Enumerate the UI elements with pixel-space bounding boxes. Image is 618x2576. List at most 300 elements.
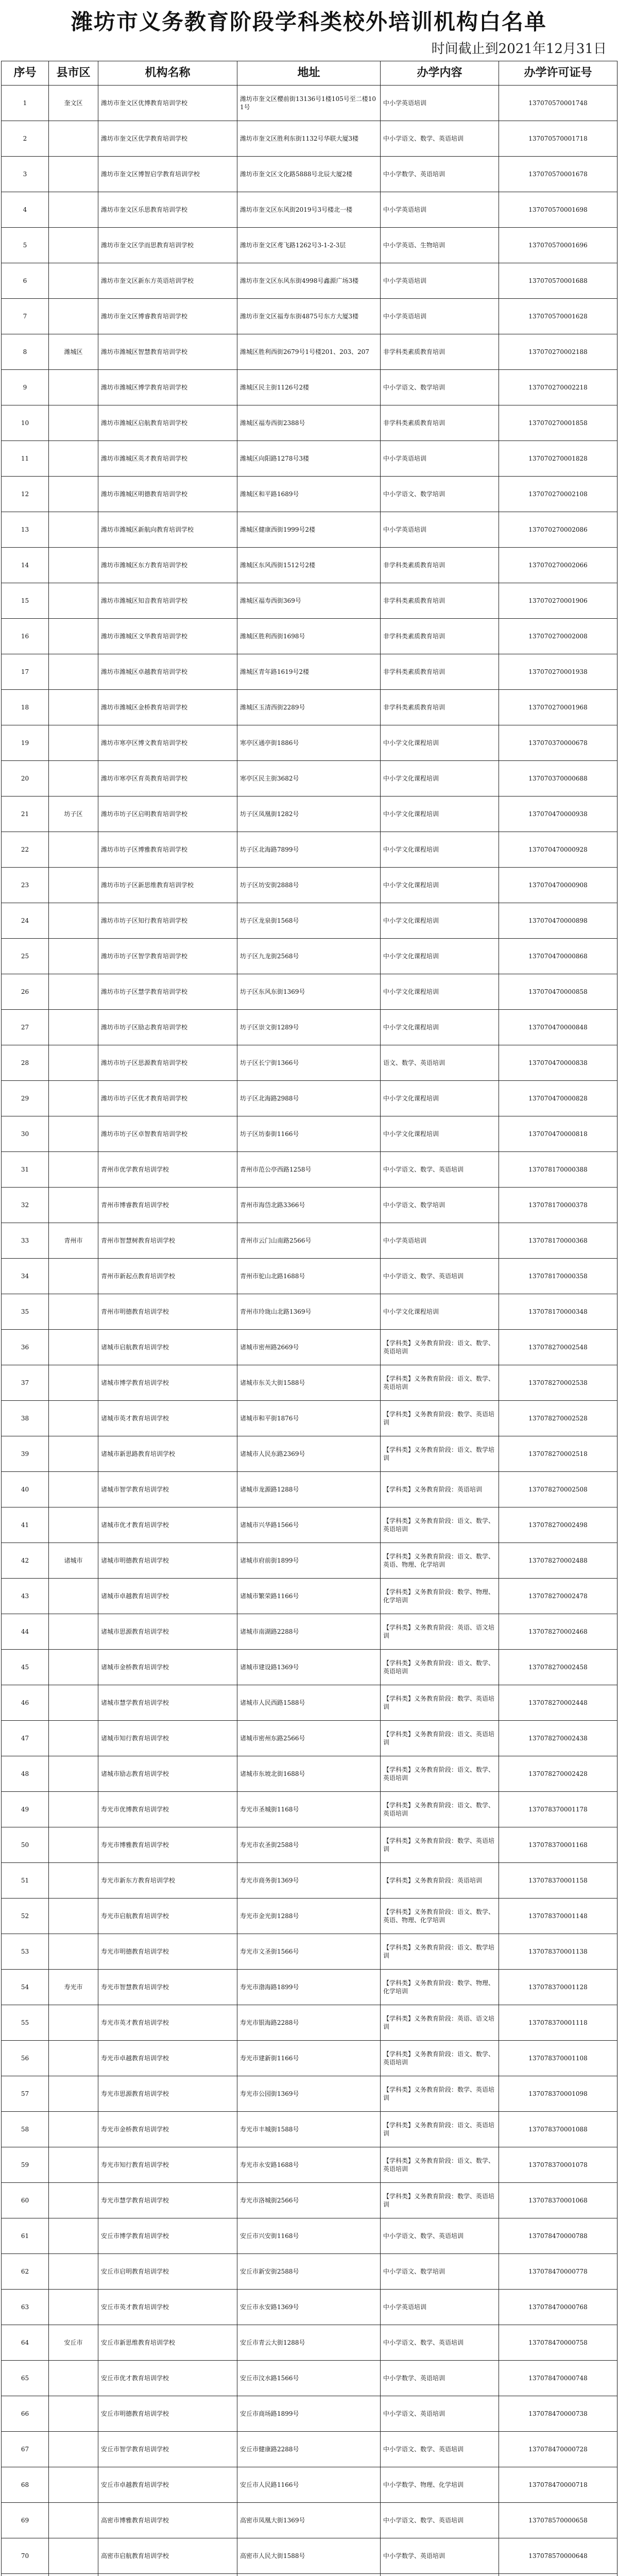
license-number: 137078170000388 xyxy=(499,1152,617,1188)
county-cell xyxy=(49,1685,98,1721)
address-cell: 安丘市健康路2288号 xyxy=(237,2432,381,2467)
table-row xyxy=(2,2147,617,2183)
county-cell xyxy=(49,1507,98,1543)
license-number: 137078370001108 xyxy=(499,2041,617,2076)
county-cell xyxy=(49,903,98,939)
institution-name: 潍坊市坊子区智学教育培训学校 xyxy=(98,939,237,974)
license-number: 137070270001938 xyxy=(499,654,617,690)
table-row xyxy=(2,2574,617,2576)
county-cell: 安丘市 xyxy=(49,2325,98,2361)
row-number: 53 xyxy=(2,1934,49,1970)
institution-name: 潍坊市坊子区知行教育培训学校 xyxy=(98,903,237,939)
row-number: 7 xyxy=(2,299,49,334)
row-number: 4 xyxy=(2,192,49,228)
table-row xyxy=(2,1792,617,1827)
course-content: 【学科类】义务教育阶段：数学、物理、化学培训 xyxy=(381,1579,499,1614)
row-number: 45 xyxy=(2,1650,49,1685)
course-content: 【学科类】义务教育阶段：英语、语文培训 xyxy=(381,2005,499,2041)
county-cell xyxy=(49,2005,98,2041)
table-row xyxy=(2,2005,617,2041)
row-number: 38 xyxy=(2,1401,49,1436)
county-cell: 青州市 xyxy=(49,1223,98,1259)
course-content: 【学科类】义务教育阶段：数学、英语培训 xyxy=(381,1685,499,1721)
address-cell: 潍城区福寿西街2388号 xyxy=(237,405,381,441)
row-number: 59 xyxy=(2,2147,49,2183)
license-number: 137078270002538 xyxy=(499,1365,617,1401)
table-row xyxy=(2,1365,617,1401)
address-cell: 安丘市商场路1899号 xyxy=(237,2396,381,2432)
course-content: 中小学数学、英语培训 xyxy=(381,2361,499,2396)
address-cell: 诸城市密州东路2566号 xyxy=(237,1721,381,1756)
institution-name: 青州市新起点教育培训学校 xyxy=(98,1259,237,1294)
county-cell xyxy=(49,2396,98,2432)
table-row xyxy=(2,1863,617,1899)
institution-name: 安丘市优才教育培训学校 xyxy=(98,2361,237,2396)
row-number: 16 xyxy=(2,619,49,654)
address-cell: 坊子区长宁街1366号 xyxy=(237,1045,381,1081)
license-number: 137070370000688 xyxy=(499,761,617,796)
license-number: 137078370001138 xyxy=(499,1934,617,1970)
course-content: 中小学文化课程培训 xyxy=(381,868,499,903)
license-number: 137070570001628 xyxy=(499,299,617,334)
license-number: 137070570001678 xyxy=(499,157,617,192)
address-cell: 寿光市文圣街1566号 xyxy=(237,1934,381,1970)
table-row xyxy=(2,1081,617,1116)
course-content: 中小学语文、数学培训 xyxy=(381,370,499,405)
row-number: 37 xyxy=(2,1365,49,1401)
address-cell: 潍城区向阳路1278号3楼 xyxy=(237,441,381,477)
license-number: 137070470000928 xyxy=(499,832,617,868)
license-number: 137078270002488 xyxy=(499,1543,617,1579)
table-row xyxy=(2,1259,617,1294)
county-cell xyxy=(49,512,98,548)
course-content: 中小学文化课程培训 xyxy=(381,832,499,868)
row-number: 21 xyxy=(2,796,49,832)
address-cell: 潍城区健康西街1999号2楼 xyxy=(237,512,381,548)
row-number: 27 xyxy=(2,1010,49,1045)
table-row xyxy=(2,1721,617,1756)
table-row xyxy=(2,1330,617,1365)
institution-name: 寿光市明德教育培训学校 xyxy=(98,1934,237,1970)
institution-name: 寿光市新东方教育培训学校 xyxy=(98,1863,237,1899)
institution-name: 潍坊市潍城区英才教育培训学校 xyxy=(98,441,237,477)
address-cell: 青州市海岱北路3366号 xyxy=(237,1188,381,1223)
institution-name: 寿光市博雅教育培训学校 xyxy=(98,1827,237,1863)
table-row xyxy=(2,2041,617,2076)
table-row xyxy=(2,2218,617,2254)
course-content: 【学科类】义务教育阶段：英语培训 xyxy=(381,1472,499,1507)
table-row xyxy=(2,974,617,1010)
row-number: 3 xyxy=(2,157,49,192)
institution-name xyxy=(98,2574,237,2576)
row-number: 12 xyxy=(2,477,49,512)
license-number: 137078270002508 xyxy=(499,1472,617,1507)
county-cell xyxy=(49,1756,98,1792)
license-number: 137070470000868 xyxy=(499,939,617,974)
document-title: 潍坊市义务教育阶段学科类校外培训机构白名单 xyxy=(71,9,547,35)
table-row xyxy=(2,263,617,299)
course-content: 中小学语文、数学培训 xyxy=(381,2254,499,2290)
table-row xyxy=(2,121,617,157)
license-number: 137078270002528 xyxy=(499,1401,617,1436)
institution-name: 寿光市智慧教育培训学校 xyxy=(98,1970,237,2005)
county-cell xyxy=(49,1010,98,1045)
table-row xyxy=(2,2432,617,2467)
address-cell: 坊子区凤凰街1282号 xyxy=(237,796,381,832)
county-cell xyxy=(49,2112,98,2147)
row-number: 41 xyxy=(2,1507,49,1543)
table-row xyxy=(2,228,617,263)
address-cell: 潍坊市奎文区樱前街13136号1楼105号至二楼101号 xyxy=(237,86,381,121)
county-cell: 奎文区 xyxy=(49,86,98,121)
license-number: 137078170000378 xyxy=(499,1188,617,1223)
row-number: 5 xyxy=(2,228,49,263)
row-number: 60 xyxy=(2,2183,49,2218)
row-number: 32 xyxy=(2,1188,49,1223)
address-cell: 寒亭区通亭街1886号 xyxy=(237,725,381,761)
row-number: 44 xyxy=(2,1614,49,1650)
license-number: 137078470000748 xyxy=(499,2361,617,2396)
course-content: 非学科类素质教育培训 xyxy=(381,654,499,690)
address-cell: 坊子区九龙街2568号 xyxy=(237,939,381,974)
course-content: 中小学英语培训 xyxy=(381,86,499,121)
license-number: 137070570001696 xyxy=(499,228,617,263)
row-number: 43 xyxy=(2,1579,49,1614)
row-number: 26 xyxy=(2,974,49,1010)
address-cell: 诸城市龙源路1288号 xyxy=(237,1472,381,1507)
address-cell: 潍坊市奎文区文化路5888号北辰大厦2楼 xyxy=(237,157,381,192)
institution-name: 青州市优学教育培训学校 xyxy=(98,1152,237,1188)
table-row xyxy=(2,157,617,192)
county-cell xyxy=(49,2147,98,2183)
institution-name: 潍坊市奎文区优博教育培训学校 xyxy=(98,86,237,121)
address-cell: 诸城市密州路2669号 xyxy=(237,1330,381,1365)
county-cell xyxy=(49,441,98,477)
county-cell xyxy=(49,832,98,868)
institution-name: 潍坊市奎文区新东方英语培训学校 xyxy=(98,263,237,299)
course-content: 中小学数学、物理、化学培训 xyxy=(381,2467,499,2503)
course-content: 【学科类】义务教育阶段：语文、数学、英语培训 xyxy=(381,1365,499,1401)
table-row xyxy=(2,583,617,619)
address-cell: 潍坊市奎文区鸢飞路1262号3-1-2-3层 xyxy=(237,228,381,263)
county-cell xyxy=(49,1188,98,1223)
table-header-row xyxy=(2,61,617,86)
institution-name: 安丘市英才教育培训学校 xyxy=(98,2290,237,2325)
table-row xyxy=(2,2112,617,2147)
row-number: 39 xyxy=(2,1436,49,1472)
row-number: 22 xyxy=(2,832,49,868)
license-number: 137070470000838 xyxy=(499,1045,617,1081)
institution-name: 潍坊市坊子区启明教育培训学校 xyxy=(98,796,237,832)
table-row xyxy=(2,548,617,583)
county-cell: 诸城市 xyxy=(49,1543,98,1579)
institution-name: 潍坊市奎文区优学教育培训学校 xyxy=(98,121,237,157)
license-number: 137078370001098 xyxy=(499,2076,617,2112)
table-row xyxy=(2,796,617,832)
address-cell: 坊子区坊安街2888号 xyxy=(237,868,381,903)
column-header: 序号 xyxy=(2,61,49,86)
license-number: 137070270002218 xyxy=(499,370,617,405)
course-content: 【学科类】义务教育阶段：语文、数学培训 xyxy=(381,1934,499,1970)
address-cell: 诸城市建设路1369号 xyxy=(237,1650,381,1685)
row-number: 15 xyxy=(2,583,49,619)
address-cell: 寿光市丰城街1588号 xyxy=(237,2112,381,2147)
table-row xyxy=(2,1543,617,1579)
county-cell xyxy=(49,1472,98,1507)
table-row xyxy=(2,1579,617,1614)
institution-name: 安丘市智学教育培训学校 xyxy=(98,2432,237,2467)
license-number: 137078470000768 xyxy=(499,2290,617,2325)
license-number: 137078470000758 xyxy=(499,2325,617,2361)
county-cell xyxy=(49,1116,98,1152)
address-cell: 诸城市东关大街1588号 xyxy=(237,1365,381,1401)
license-number: 137070270001906 xyxy=(499,583,617,619)
course-content: 中小学文化课程培训 xyxy=(381,796,499,832)
county-cell xyxy=(49,405,98,441)
county-cell xyxy=(49,1294,98,1330)
address-cell: 寿光市建新街1166号 xyxy=(237,2041,381,2076)
county-cell xyxy=(49,477,98,512)
course-content: 非学科类素质教育培训 xyxy=(381,548,499,583)
course-content: 中小学文化课程培训 xyxy=(381,1116,499,1152)
column-header: 办学许可证号 xyxy=(499,61,617,86)
row-number: 48 xyxy=(2,1756,49,1792)
row-number: 23 xyxy=(2,868,49,903)
address-cell: 安丘市汶水路1566号 xyxy=(237,2361,381,2396)
county-cell xyxy=(49,2183,98,2218)
course-content: 【学科类】义务教育阶段：数学、英语培训 xyxy=(381,2183,499,2218)
license-number: 137078570000658 xyxy=(499,2503,617,2538)
county-cell: 寿光市 xyxy=(49,1970,98,2005)
institution-name: 青州市博睿教育培训学校 xyxy=(98,1188,237,1223)
institution-name: 诸城市优才教育培训学校 xyxy=(98,1507,237,1543)
license-number: 137070570001698 xyxy=(499,192,617,228)
row-number: 30 xyxy=(2,1116,49,1152)
institution-name: 诸城市启航教育培训学校 xyxy=(98,1330,237,1365)
license-number: 137078270002468 xyxy=(499,1614,617,1650)
address-cell: 安丘市青云大街1288号 xyxy=(237,2325,381,2361)
license-number: 137070270001858 xyxy=(499,405,617,441)
address-cell: 坊子区北海路7899号 xyxy=(237,832,381,868)
course-content: 中小学语文、数学、英语培训 xyxy=(381,1152,499,1188)
table-row xyxy=(2,2538,617,2574)
license-number: 137078370001088 xyxy=(499,2112,617,2147)
course-content: 非学科类素质教育培训 xyxy=(381,690,499,725)
address-cell xyxy=(237,2574,381,2576)
address-cell: 潍城区民主街1126号2楼 xyxy=(237,370,381,405)
license-number: 137078470000778 xyxy=(499,2254,617,2290)
license-number: 137070470000908 xyxy=(499,868,617,903)
row-number: 13 xyxy=(2,512,49,548)
course-content: 【学科类】义务教育阶段：数学、英语培训 xyxy=(381,2076,499,2112)
license-number: 137070470000938 xyxy=(499,796,617,832)
institution-name: 潍坊市奎文区乐思教育培训学校 xyxy=(98,192,237,228)
table-row xyxy=(2,1970,617,2005)
table-row xyxy=(2,1827,617,1863)
course-content: 中小学文化课程培训 xyxy=(381,761,499,796)
address-cell: 坊子区龙泉街1568号 xyxy=(237,903,381,939)
address-cell: 坊子区崇文街1289号 xyxy=(237,1010,381,1045)
address-cell: 潍城区东风西街1512号2楼 xyxy=(237,548,381,583)
table-row xyxy=(2,761,617,796)
address-cell: 潍城区青年路1619号2楼 xyxy=(237,654,381,690)
license-number: 137078370001068 xyxy=(499,2183,617,2218)
county-cell xyxy=(49,2041,98,2076)
row-number: 49 xyxy=(2,1792,49,1827)
table-row xyxy=(2,903,617,939)
row-number: 67 xyxy=(2,2432,49,2467)
institution-name: 诸城市慧学教育培训学校 xyxy=(98,1685,237,1721)
county-cell: 坊子区 xyxy=(49,796,98,832)
row-number: 46 xyxy=(2,1685,49,1721)
course-content: 非学科类素质教育培训 xyxy=(381,405,499,441)
license-number: 137078270002518 xyxy=(499,1436,617,1472)
row-number: 14 xyxy=(2,548,49,583)
county-cell xyxy=(49,583,98,619)
row-number: 47 xyxy=(2,1721,49,1756)
row-number: 19 xyxy=(2,725,49,761)
institution-name: 潍坊市潍城区金桥教育培训学校 xyxy=(98,690,237,725)
institution-name: 潍坊市奎文区博智启学教育培训学校 xyxy=(98,157,237,192)
address-cell: 诸城市人民东路2369号 xyxy=(237,1436,381,1472)
row-number: 52 xyxy=(2,1899,49,1934)
row-number: 20 xyxy=(2,761,49,796)
row-number: 69 xyxy=(2,2503,49,2538)
county-cell xyxy=(49,1934,98,1970)
row-number: 51 xyxy=(2,1863,49,1899)
institution-name: 潍坊市坊子区卓智教育培训学校 xyxy=(98,1116,237,1152)
county-cell xyxy=(49,1650,98,1685)
course-content: 语文、数学、英语培训 xyxy=(381,1045,499,1081)
county-cell xyxy=(49,619,98,654)
address-cell: 青州市范公亭西路1258号 xyxy=(237,1152,381,1188)
course-content: 【学科类】义务教育阶段：语文、数学、英语培训 xyxy=(381,2147,499,2183)
county-cell xyxy=(49,761,98,796)
county-cell xyxy=(49,2076,98,2112)
course-content: 中小学数学、英语培训 xyxy=(381,157,499,192)
row-number: 9 xyxy=(2,370,49,405)
row-number: 8 xyxy=(2,334,49,370)
column-header: 机构名称 xyxy=(98,61,237,86)
column-header: 县市区 xyxy=(49,61,98,86)
license-number: 137070270002086 xyxy=(499,512,617,548)
county-cell xyxy=(49,654,98,690)
license-number: 137070470000848 xyxy=(499,1010,617,1045)
table-row xyxy=(2,1614,617,1650)
address-cell: 高密市凤凰大街1369号 xyxy=(237,2503,381,2538)
county-cell xyxy=(49,121,98,157)
table-row xyxy=(2,939,617,974)
institution-name: 安丘市启明教育培训学校 xyxy=(98,2254,237,2290)
row-number: 10 xyxy=(2,405,49,441)
institution-name: 潍坊市寒亭区育英教育培训学校 xyxy=(98,761,237,796)
table-row xyxy=(2,86,617,121)
institution-name: 诸城市明德教育培训学校 xyxy=(98,1543,237,1579)
license-number: 137078370001148 xyxy=(499,1899,617,1934)
row-number: 34 xyxy=(2,1259,49,1294)
county-cell xyxy=(49,228,98,263)
address-cell: 寿光市永安路1688号 xyxy=(237,2147,381,2183)
institution-table xyxy=(1,61,617,2576)
row-number: 54 xyxy=(2,1970,49,2005)
license-number: 137078470000788 xyxy=(499,2218,617,2254)
address-cell: 诸城市东坡北街1688号 xyxy=(237,1756,381,1792)
row-number: 17 xyxy=(2,654,49,690)
course-content: 【学科类】义务教育阶段：语文、数学、英语、物理、化学培训 xyxy=(381,1899,499,1934)
course-content: 非学科类素质教育培训 xyxy=(381,583,499,619)
course-content: 【学科类】义务教育阶段：语文、数学、英语培训 xyxy=(381,1792,499,1827)
institution-name: 高密市启航教育培训学校 xyxy=(98,2538,237,2574)
institution-name: 安丘市明德教育培训学校 xyxy=(98,2396,237,2432)
table-row xyxy=(2,1152,617,1188)
institution-name: 寿光市金桥教育培训学校 xyxy=(98,2112,237,2147)
license-number: 137078270002548 xyxy=(499,1330,617,1365)
course-content: 【学科类】义务教育阶段：语文、数学、英语培训 xyxy=(381,1756,499,1792)
row-number: 42 xyxy=(2,1543,49,1579)
license-number: 137070470000858 xyxy=(499,974,617,1010)
county-cell xyxy=(49,2538,98,2574)
course-content: 中小学语文、数学、英语培训 xyxy=(381,1259,499,1294)
county-cell xyxy=(49,2467,98,2503)
column-header: 办学内容 xyxy=(381,61,499,86)
county-cell xyxy=(49,1721,98,1756)
table-row xyxy=(2,1045,617,1081)
table-row xyxy=(2,2396,617,2432)
institution-name: 潍坊市潍城区博学教育培训学校 xyxy=(98,370,237,405)
institution-name: 潍坊市潍城区东方教育培训学校 xyxy=(98,548,237,583)
row-number: 6 xyxy=(2,263,49,299)
county-cell xyxy=(49,1614,98,1650)
institution-name: 寿光市启航教育培训学校 xyxy=(98,1899,237,1934)
institution-name: 潍坊市潍城区文华教育培训学校 xyxy=(98,619,237,654)
license-number: 137070570001718 xyxy=(499,121,617,157)
course-content: 中小学语文、数学、英语培训 xyxy=(381,2432,499,2467)
address-cell: 安丘市新安街2588号 xyxy=(237,2254,381,2290)
county-cell xyxy=(49,1863,98,1899)
table-row xyxy=(2,1223,617,1259)
table-row xyxy=(2,832,617,868)
course-content: 中小学语文、数学、英语培训 xyxy=(381,2218,499,2254)
county-cell xyxy=(49,299,98,334)
course-content: 【学科类】义务教育阶段：语文、数学、英语、物理、化学培训 xyxy=(381,1543,499,1579)
row-number: 50 xyxy=(2,1827,49,1863)
county-cell xyxy=(49,1899,98,1934)
course-content: 中小学文化课程培训 xyxy=(381,939,499,974)
license-number: 137078470000718 xyxy=(499,2467,617,2503)
address-cell: 诸城市和平街1876号 xyxy=(237,1401,381,1436)
course-content: 【学科类】义务教育阶段：数学、物理、化学培训 xyxy=(381,1970,499,2005)
course-content: 中小学文化课程培训 xyxy=(381,974,499,1010)
county-cell xyxy=(49,548,98,583)
license-number: 137070270002108 xyxy=(499,477,617,512)
row-number: 1 xyxy=(2,86,49,121)
county-cell xyxy=(49,2574,98,2576)
county-cell xyxy=(49,939,98,974)
county-cell xyxy=(49,2254,98,2290)
license-number xyxy=(499,2574,617,2576)
table-row xyxy=(2,1294,617,1330)
table-row xyxy=(2,2467,617,2503)
county-cell xyxy=(49,1579,98,1614)
license-number: 137078170000368 xyxy=(499,1223,617,1259)
course-content: 中小学英语培训 xyxy=(381,192,499,228)
address-cell: 安丘市人民路1166号 xyxy=(237,2467,381,2503)
table-row xyxy=(2,1650,617,1685)
course-content: 【学科类】义务教育阶段：语文、数学培训 xyxy=(381,1436,499,1472)
address-cell: 寿光市渤海路1899号 xyxy=(237,1970,381,2005)
address-cell: 诸城市兴华路1566号 xyxy=(237,1507,381,1543)
institution-name: 潍坊市潍城区明德教育培训学校 xyxy=(98,477,237,512)
